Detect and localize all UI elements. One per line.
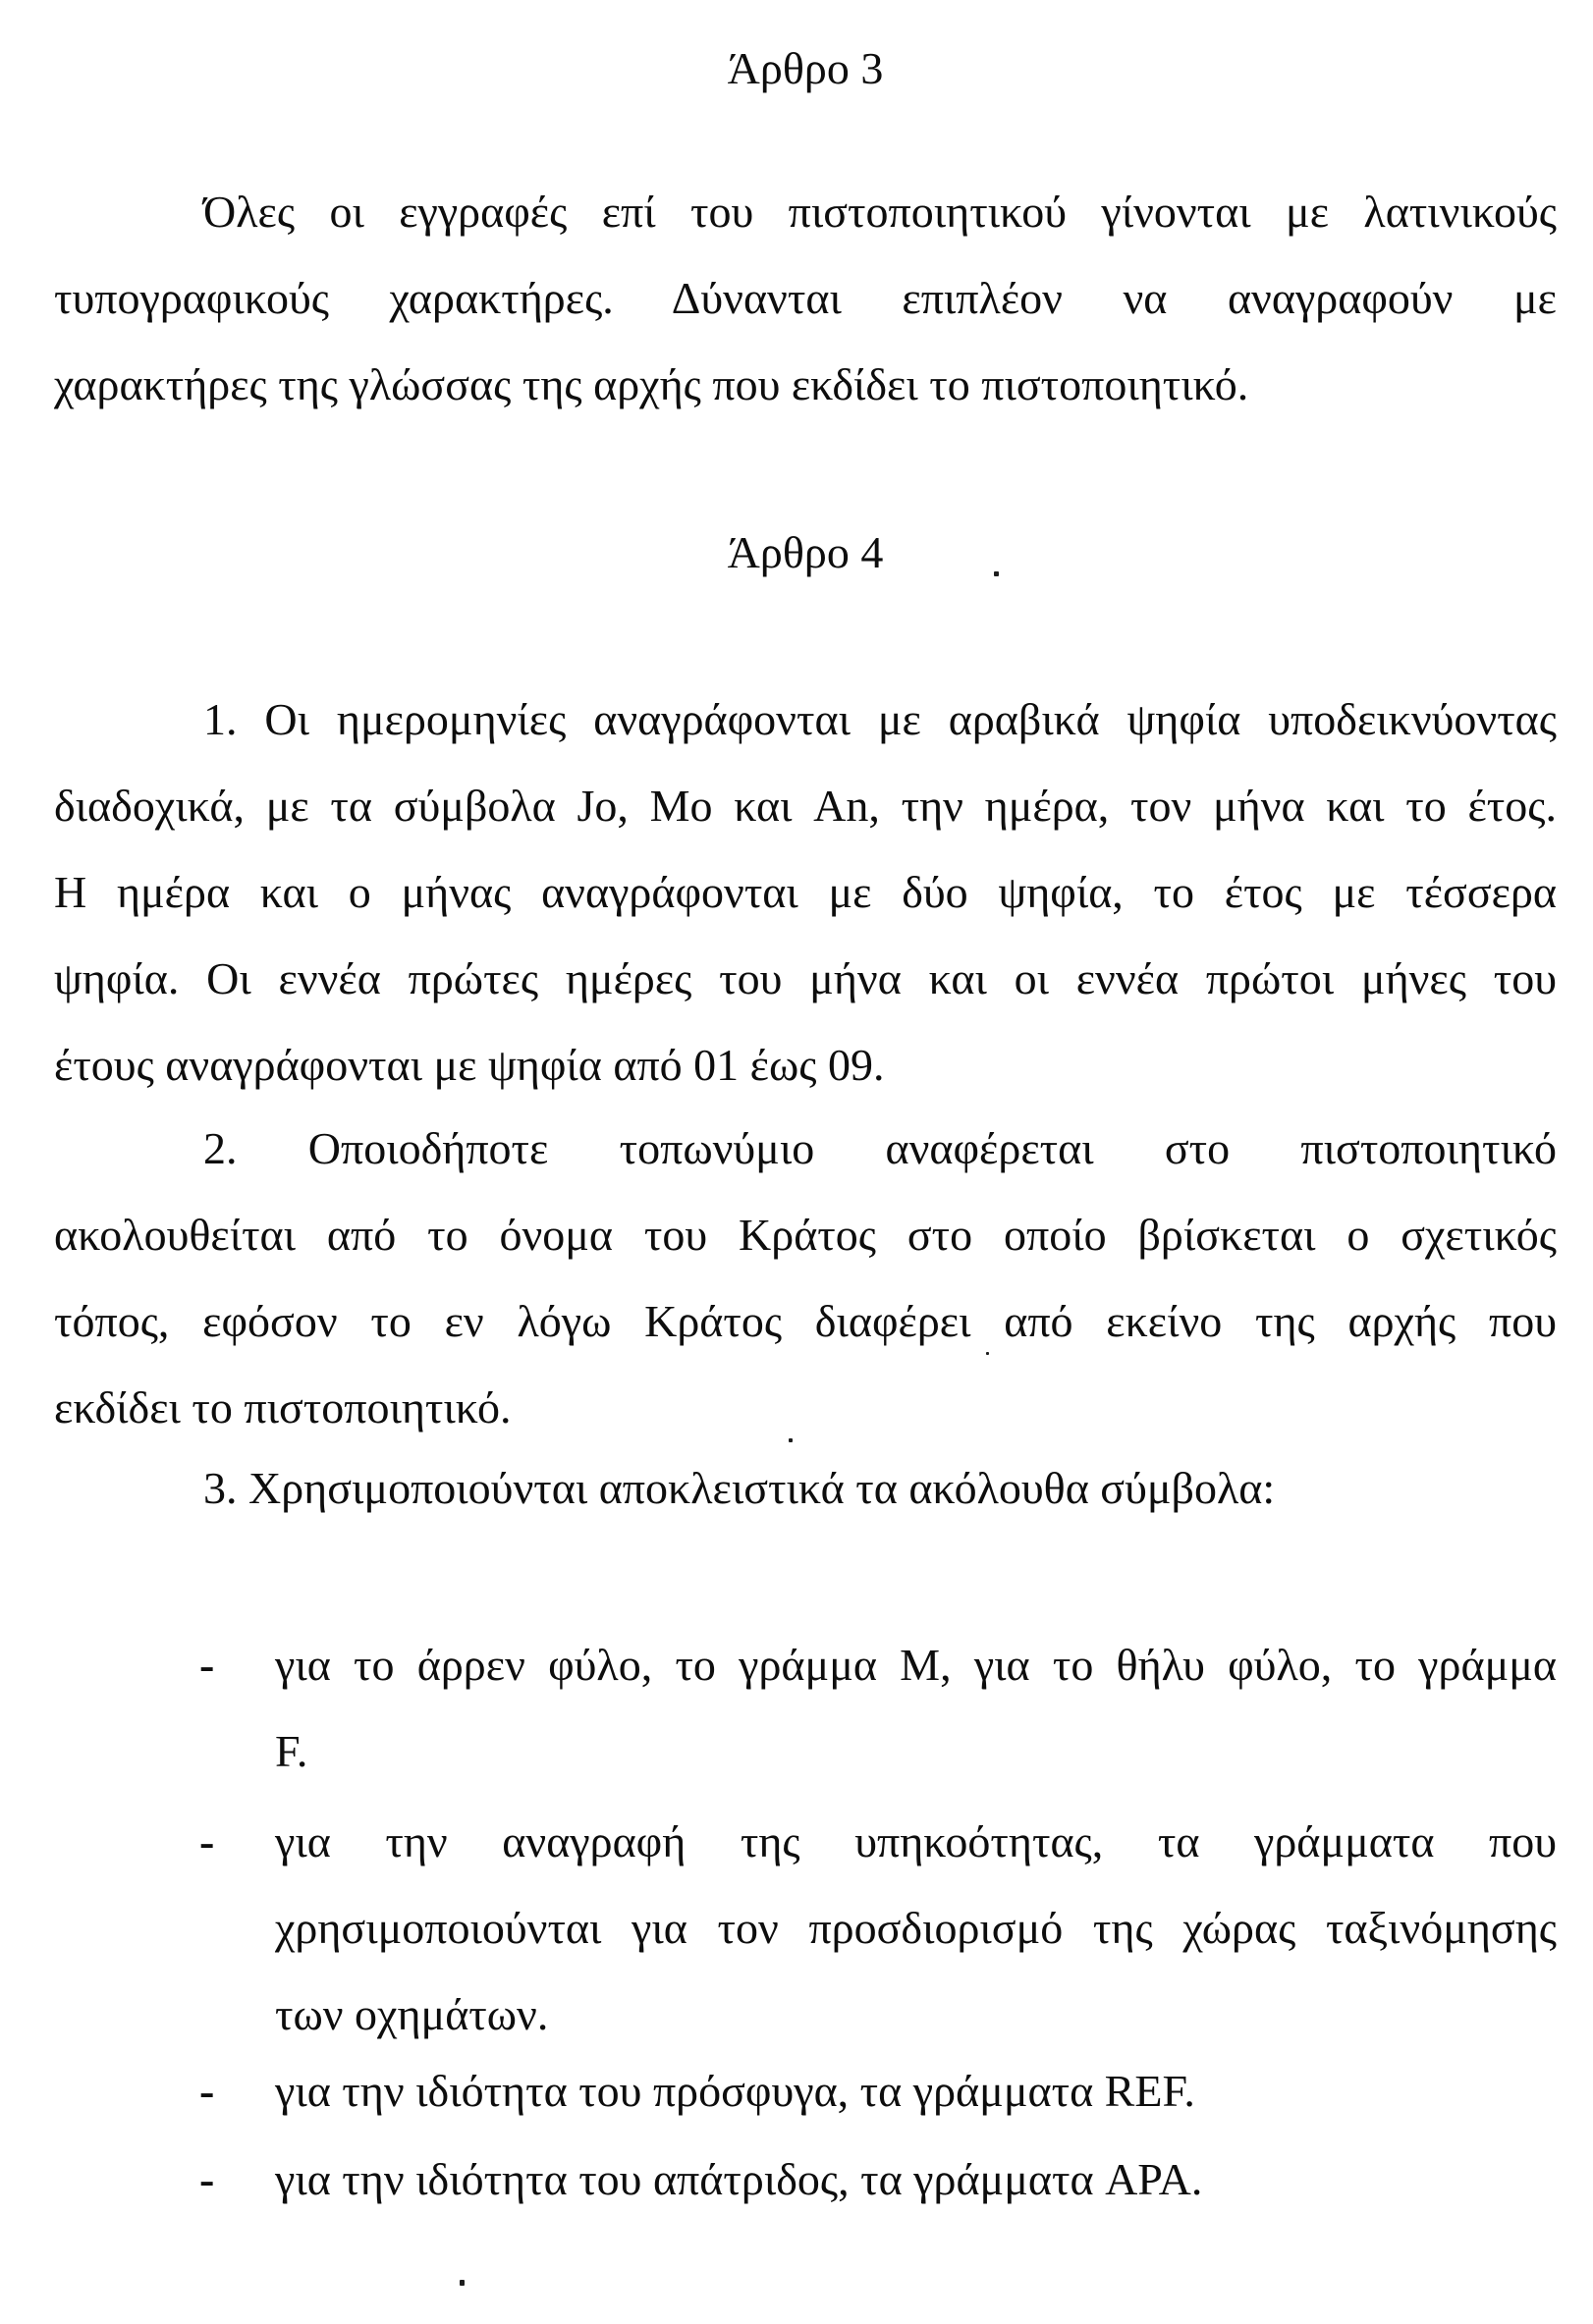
bullet-text <box>275 1622 1557 1795</box>
document-content <box>54 0 1557 2324</box>
paragraph-line: Όλες οι εγγραφές επί του πιστοποιητικού γίνονται με λατινικούς <box>203 187 1557 237</box>
scan-speck <box>789 1438 793 1442</box>
paragraph-line: F. <box>275 1726 308 1776</box>
paragraph-line: ακολουθείται από το όνομα του Κράτος στο οποίο βρίσκεται ο σχετικός <box>54 1210 1557 1260</box>
bullet-dash: - <box>199 2154 215 2204</box>
bullet-dash: - <box>199 1816 215 1866</box>
bullet-item-sex-symbols <box>54 1622 1557 1795</box>
paragraph-line: των οχημάτων. <box>275 1989 549 2039</box>
paragraph-line: 1. Οι ημερομηνίες αναγράφονται με αραβικά ψηφία υποδεικνύοντας <box>203 694 1557 744</box>
bullet-item-refugee <box>54 2048 1557 2135</box>
paragraph-line: χρησιμοποιούνται για τον προσδιορισμό της χώρας ταξινόμησης <box>275 1903 1557 1953</box>
paragraph-line: τόπος, εφόσον το εν λόγω Κράτος διαφέρει από εκείνο της αρχής που <box>54 1296 1557 1346</box>
bullet-item-stateless <box>54 2136 1557 2223</box>
scan-speck <box>986 1352 989 1355</box>
scan-speck <box>460 2280 465 2286</box>
article-4-heading: Άρθρο 4 <box>727 527 884 577</box>
article-4-paragraph-2 <box>54 1106 1557 1451</box>
paragraph-line: για την αναγραφή της υπηκοότητας, τα γράμματα που <box>275 1816 1557 1866</box>
bullet-item-nationality <box>54 1799 1557 2058</box>
paragraph-line: ψηφία. Οι εννέα πρώτες ημέρες του μήνα και οι εννέα πρώτοι μήνες του <box>54 953 1557 1003</box>
article-4-paragraph-1 <box>54 676 1557 1108</box>
article-3-paragraph-1 <box>54 169 1557 428</box>
paragraph-line: 2. Οποιοδήποτε τοπωνύμιο αναφέρεται στο πιστοποιητικό <box>203 1123 1557 1173</box>
paragraph-line: για την ιδιότητα του πρόσφυγα, τα γράμματα REF. <box>275 2066 1195 2116</box>
paragraph-line: 3. Χρησιμοποιούνται αποκλειστικά τα ακόλουθα σύμβολα: <box>203 1463 1276 1513</box>
scan-speck <box>994 571 999 576</box>
bullet-text <box>275 2136 1557 2223</box>
paragraph-line: χαρακτήρες της γλώσσας της αρχής που εκδίδει το πιστοποιητικό. <box>54 359 1249 409</box>
paragraph-line: έτους αναγράφονται με ψηφία από 01 έως 09. <box>54 1040 885 1090</box>
paragraph-line: για το άρρεν φύλο, το γράμμα Μ, για το θήλυ φύλο, το γράμμα <box>275 1640 1557 1690</box>
bullet-dash: - <box>199 1640 215 1690</box>
paragraph-line: εκδίδει το πιστοποιητικό. <box>54 1382 512 1432</box>
bullet-text <box>275 2048 1557 2135</box>
paragraph-line: για την ιδιότητα του απάτριδος, τα γράμματα APA. <box>275 2154 1203 2204</box>
paragraph-line: Η ημέρα και ο μήνας αναγράφονται με δύο ψηφία, το έτος με τέσσερα <box>54 867 1557 917</box>
paragraph-line: διαδοχικά, με τα σύμβολα Jo, Mo και An, την ημέρα, τον μήνα και το έτος. <box>54 781 1557 831</box>
paragraph-line: τυπογραφικούς χαρακτήρες. Δύνανται επιπλέον να αναγραφούν με <box>54 273 1557 323</box>
bullet-text <box>275 1799 1557 2058</box>
article-3-heading: Άρθρο 3 <box>727 43 884 93</box>
article-4-paragraph-3 <box>54 1445 1557 1532</box>
bullet-dash: - <box>199 2066 215 2116</box>
